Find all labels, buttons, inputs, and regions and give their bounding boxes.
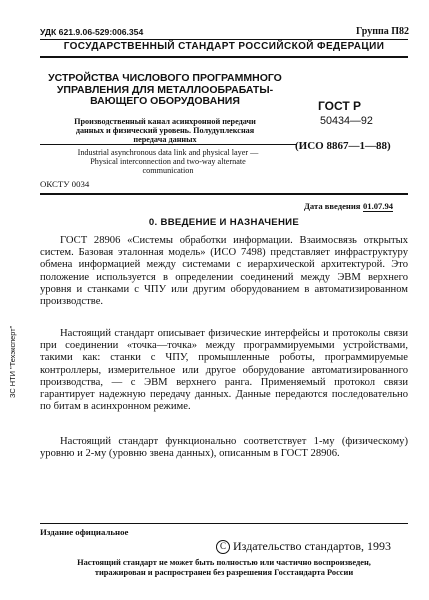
english-title-line: Industrial asynchronous data link and physical layer — [77, 148, 259, 157]
title-line: УПРАВЛЕНИЯ ДЛЯ МЕТАЛЛООБРАБАТЫ- [56, 83, 274, 96]
subtitle-line: передача данных [133, 135, 197, 144]
okstu-code: ОКСТУ 0034 [40, 179, 90, 189]
copyright-text: Издательство стандартов, 1993 [233, 539, 391, 553]
section-title: 0. ВВЕДЕНИЕ И НАЗНАЧЕНИЕ [148, 217, 300, 228]
group-code: Группа П82 [356, 26, 409, 37]
side-watermark-text: ЗС НТИ "Техэксперт" [8, 325, 17, 398]
title-divider [40, 144, 296, 145]
document-title [40, 73, 290, 108]
gost-label: ГОСТ Р [318, 99, 362, 113]
paragraph: Настоящий стандарт описывает физические интерфейсы и протоколы связи при соединении «точка—точка» между программируемыми устройствами, такими как: станки с ЧПУ, промышленные роботы, программируемые контроллеры, измерительное или другое оборудование автоматизированного производства, — с ЭВМ верхнего ранга. Применяемый протокол связи гарантирует надежную передачу данных. Данные передаются последовательно по битам в асинхронном режиме. [40, 328, 408, 413]
english-title-line: communication [142, 166, 194, 175]
header-rule-top [40, 39, 408, 40]
reproduction-notice [40, 558, 408, 577]
organization-name: ГОСУДАРСТВЕННЫЙ СТАНДАРТ РОССИЙСКОЙ ФЕДЕРАЦИИ [63, 41, 385, 52]
title-line: УСТРОЙСТВА ЧИСЛОВОГО ПРОГРАММНОГО [48, 72, 282, 84]
notice-line: тиражирован и распространен без разрешения Госстандарта России [94, 567, 354, 577]
notice-line: Настоящий стандарт не может быть полностью или частично воспроизведен, [77, 558, 371, 567]
date-value: 01.07.94 [363, 201, 394, 211]
paragraph: Настоящий стандарт функционально соответствует 1-му (физическому) уровню и 2-му (уровню звена данных), описанным в ГОСТ 28906. [40, 436, 408, 460]
english-title-line: Physical interconnection and two-way alternate [90, 157, 246, 166]
official-edition-label: Издание официальное [40, 527, 129, 537]
date-label: Дата введения [304, 201, 361, 211]
footer-rule [40, 523, 408, 524]
gost-number: 50434—92 [320, 115, 373, 127]
header-rule-bottom [40, 56, 408, 58]
subtitle-line: Производственный канал асинхронной передачи [74, 117, 256, 126]
copyright [216, 539, 391, 554]
paragraph: ГОСТ 28906 «Системы обработки информации. Взаимосвязь открытых систем. Базовая эталонная модель» (ИСО 7498) представляет инфраструктуру обмена информацией между системами с иерархической архитектурой. Это положение используется в определении соединений между ЭВМ верхнего уровня и станками с ЧПУ или другим оборудованием в автоматизированном производстве. [40, 235, 408, 308]
title-line: ВАЮЩЕГО ОБОРУДОВАНИЯ [90, 95, 240, 107]
subtitle-line: данных и физический уровень. Полудуплексная [75, 126, 255, 135]
copyright-icon: C [216, 540, 230, 554]
document-subtitle [40, 117, 290, 144]
okstu-rule [40, 193, 408, 195]
english-title [40, 148, 296, 175]
iso-equivalent: (ИСО 8867—1—88) [295, 140, 391, 152]
udk-code: УДК 621.9.06-529:006.354 [40, 27, 144, 37]
